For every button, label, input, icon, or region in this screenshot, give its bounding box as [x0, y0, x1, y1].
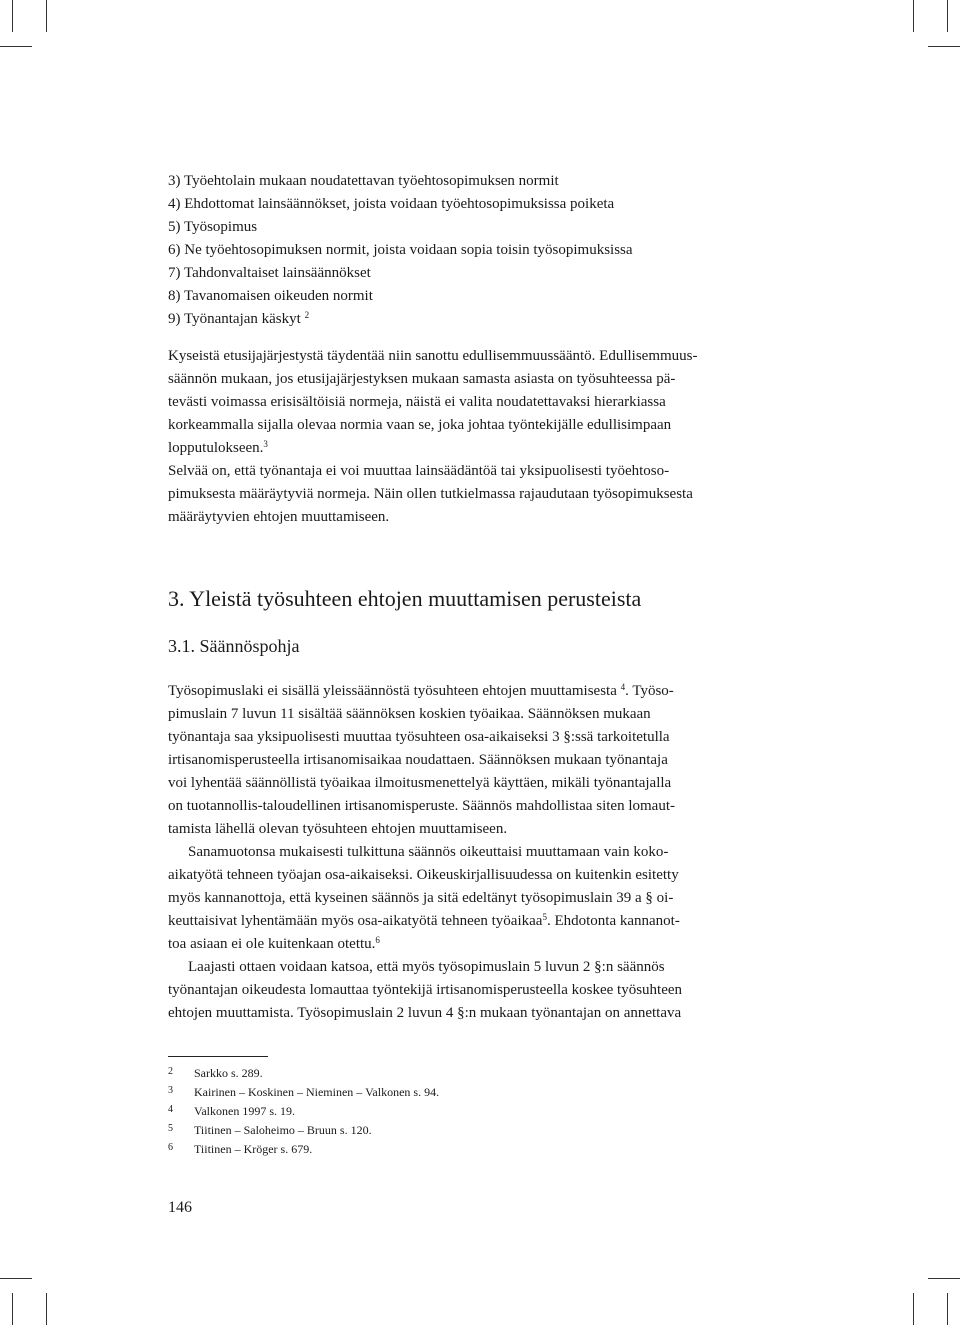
paragraph-interpretation [168, 841, 768, 956]
list-item: 4) Ehdottomat lainsäännökset, joista voidaan työehtosopimuksissa poiketa [168, 196, 615, 212]
text-line: pimuslain 7 luvun 11 sisältää säännöksen koskien työaikaa. Säännöksen mukaan [168, 706, 651, 722]
text-line: tevästi voimassa erisisältöisiä normeja, näistä ei valita noudatettavaksi hierarkiassa [168, 394, 666, 410]
text-line: lopputulokseen.$^3$ [168, 439, 268, 456]
text-line: Työsopimuslaki ei sisällä yleissäännöstä työsuhteen ehtojen muuttamisesta $^4$. Työso- [168, 682, 674, 699]
text-line: pimuksesta määräytyviä normeja. Näin ollen tutkielmassa rajaudutaan työsopimuksesta [168, 486, 693, 502]
text-line: keuttaisivat lyhentämään myös osa-aikatyötä tehneen työaikaa$^5$. Ehdotonta kannanot- [168, 912, 680, 929]
list-item: 9) Työnantajan käskyt $^2$ [168, 310, 310, 327]
crop-mark [947, 0, 948, 32]
text-line: tamista lähellä olevan työsuhteen ehtojen muuttamiseen. [168, 821, 508, 837]
crop-mark [0, 46, 32, 47]
footnote [168, 1101, 439, 1120]
footnote-ref: 2 [304, 310, 310, 320]
paragraph-scope [168, 460, 768, 529]
footnote [168, 1063, 439, 1082]
list-item: 6) Ne työehtosopimuksen normit, joista voidaan sopia toisin työsopimuksissa [168, 242, 633, 258]
crop-mark [928, 46, 960, 47]
text-line: Selvää on, että työnantaja ei voi muuttaa lainsäädäntöä tai yksipuolisesti työehtoso- [168, 463, 670, 479]
footnote-number: 4 [168, 1104, 173, 1115]
crop-mark [947, 1293, 948, 1325]
text-line: irtisanomisperusteella irtisanomisaikaa noudattaen. Säännöksen mukaan työnantaja [168, 752, 668, 768]
footnote-number: 5 [168, 1123, 173, 1134]
crop-mark [46, 0, 47, 32]
list-item: 5) Työsopimus [168, 219, 258, 235]
footnote-text: Valkonen 1997 s. 19. [194, 1104, 295, 1118]
text-line: Kyseistä etusijajärjestystä täydentää niin sanottu edullisemmuussääntö. Edullisemmuus- [168, 348, 698, 364]
footnote-number: 6 [168, 1142, 173, 1153]
footnote-text: Kairinen – Koskinen – Nieminen – Valkonen s. 94. [194, 1085, 440, 1099]
subsection-heading: 3.1. Säännöspohja [168, 636, 300, 656]
footnote-text: Tiitinen – Saloheimo – Bruun s. 120. [194, 1123, 372, 1137]
crop-mark [12, 0, 13, 32]
crop-mark [913, 0, 914, 32]
text-line: määräytyvien ehtojen muuttamiseen. [168, 509, 390, 525]
list-item: 8) Tavanomaisen oikeuden normit [168, 288, 373, 304]
text-line: korkeammalla sijalla olevaa normia vaan se, joka johtaa työntekijälle edullisimpaan [168, 417, 672, 433]
crop-mark [928, 1278, 960, 1279]
paragraph-legal-basis [168, 680, 768, 841]
paragraph-layoff [168, 956, 768, 1025]
page-body-top [168, 170, 768, 529]
crop-mark [12, 1293, 13, 1325]
text-line: Sanamuotonsa mukaisesti tulkittuna säännös oikeuttaisi muuttamaan vain koko- [188, 844, 669, 860]
footnote-ref: 5 [542, 912, 547, 922]
text-line: aikatyötä tehneen työajan osa-aikaiseksi. Oikeuskirjallisuudessa on kuitenkin esitetty [168, 867, 679, 883]
footnotes [168, 1063, 439, 1158]
numbered-list [168, 170, 768, 331]
crop-mark [913, 1293, 914, 1325]
text-line: säännön mukaan, jos etusijajärjestyksen mukaan samasta asiasta on työsuhteessa pä- [168, 371, 676, 387]
text-line: työnantaja saa yksipuolisesti muuttaa työsuhteen osa-aikaiseksi 3 §:ssä tarkoitetulla [168, 729, 670, 745]
footnote-number: 2 [168, 1066, 173, 1077]
list-item: 7) Tahdonvaltaiset lainsäännökset [168, 265, 371, 281]
footnote [168, 1082, 439, 1101]
footnote-ref: 6 [375, 935, 380, 945]
footnote [168, 1139, 439, 1158]
footnote-number: 3 [168, 1085, 173, 1096]
footnote-ref: 3 [263, 439, 268, 449]
paragraph-precedence [168, 345, 768, 460]
page-body-section [168, 680, 768, 1025]
text-line: toa asiaan ei ole kuitenkaan otettu.$^6$ [168, 935, 380, 952]
text-line: on tuotannollis-taloudellinen irtisanomisperuste. Säännös mahdollistaa siten lomaut- [168, 798, 675, 814]
page-number: 146 [168, 1199, 192, 1216]
text-line: myös kannanottoja, että kyseinen säännös ja sitä edeltänyt työsopimuslain 39 a § oi- [168, 890, 674, 906]
section-heading: 3. Yleistä työsuhteen ehtojen muuttamisen perusteista [168, 586, 642, 611]
footnote-separator [168, 1056, 268, 1057]
text-line: Laajasti ottaen voidaan katsoa, että myös työsopimuslain 5 luvun 2 §:n säännös [188, 959, 665, 975]
crop-mark [0, 1278, 32, 1279]
list-item: 3) Työehtolain mukaan noudatettavan työehtosopimuksen normit [168, 173, 559, 189]
crop-mark [46, 1293, 47, 1325]
text-line: ehtojen muuttamista. Työsopimuslain 2 luvun 4 §:n mukaan työnantajan on annettava [168, 1005, 682, 1021]
text-line: voi lyhentää säännöllistä työaikaa ilmoitusmenettelyä käyttäen, mikäli työnantajalla [168, 775, 672, 791]
footnote-text: Tiitinen – Kröger s. 679. [194, 1142, 313, 1156]
footnote-ref: 4 [620, 682, 626, 692]
footnote [168, 1120, 439, 1139]
footnote-text: Sarkko s. 289. [194, 1066, 263, 1080]
text-line: työnantajan oikeudesta lomauttaa työntekijä irtisanomisperusteella koskee työsuhteen [168, 982, 683, 998]
